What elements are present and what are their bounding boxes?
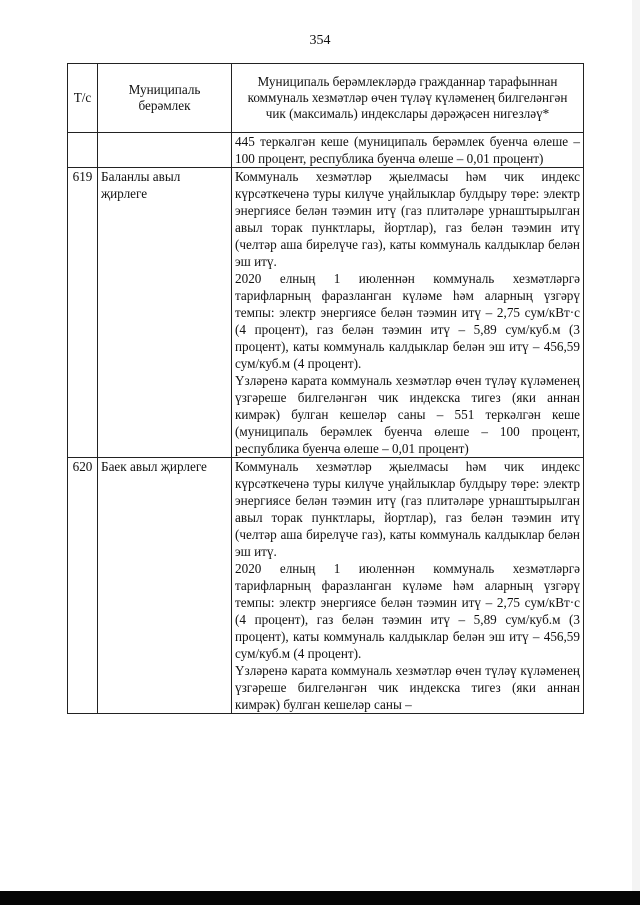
- description-paragraph: Коммуналь хезмәтләр җыелмасы һәм чик индекс күрсәткеченә туры килүче уңайлыклар булдыру төре: электр энергиясе белән тәэмин итү (газ плитәләре урнаштырылган авыл торак пунктлары, йортлар), газ белән тәэмин итү (челтәр аша бирелүче газ), каты коммуналь калдыклар белән эш итү.: [235, 459, 580, 559]
- description-paragraph: Үзләренә карата коммуналь хезмәтләр өчен түләү күләменең үзгәреше билгеләнгән чик индекска тигез (яки аннан кимрәк) булган кешеләр саны –: [235, 663, 580, 712]
- table-row-619: [68, 168, 584, 458]
- description-paragraph: 445 теркәлгән кеше (муниципаль берәмлек буенча өлеше – 100 процент, республика буенча өлеше – 0,01 процент): [235, 134, 580, 166]
- scan-bottom-border: [0, 891, 640, 905]
- row-municipality: Баланлы авыл җирлеге: [98, 168, 232, 458]
- description-paragraph: 2020 елның 1 июленнән коммуналь хезмәтләргә тарифларның фаразланган күләме һәм аларның үзгәрү темпы: электр энергиясе белән тәэмин итү – 2,75 сум/кВт·с (4 процент), газ белән тәэмин итү – 5,89 сум/куб.м (3 процент), каты коммуналь калдыклар белән эш итү – 456,59 сум/куб.м (4 процент).: [235, 561, 580, 661]
- row-municipality: Баек авыл җирлеге: [98, 458, 232, 714]
- description-paragraph: Коммуналь хезмәтләр җыелмасы һәм чик индекс күрсәткеченә туры килүче уңайлыклар булдыру төре: электр энергиясе белән тәэмин итү (газ плитәләре урнаштырылган авыл торак пунктлары, йортлар), газ белән тәэмин итү (челтәр аша бирелүче газ), каты коммуналь калдыклар белән эш итү.: [235, 169, 580, 269]
- page-number: 354: [309, 33, 331, 48]
- tariff-index-table: [67, 63, 584, 714]
- row-description: [232, 133, 584, 168]
- header-municipality: Муниципаль берәмлек: [98, 64, 232, 133]
- table-row-620: [68, 458, 584, 714]
- table-header-row: [68, 64, 584, 133]
- description-paragraph: Үзләренә карата коммуналь хезмәтләр өчен түләү күләменең үзгәреше билгеләнгән чик индекска тигез (яки аннан кимрәк) булган кешеләр саны – 551 теркәлгән кеше (муниципаль берәмлек буенча өлеше – 100 процент, республика буенча өлеше – 0,01 процент): [235, 373, 580, 456]
- row-num: [68, 133, 98, 168]
- row-description: [232, 168, 584, 458]
- header-num: Т/с: [68, 64, 98, 133]
- description-paragraph: 2020 елның 1 июленнән коммуналь хезмәтләргә тарифларның фаразланган күләме һәм аларның үзгәрү темпы: электр энергиясе белән тәэмин итү – 2,75 сум/кВт·с (4 процент), газ белән тәэмин итү – 5,89 сум/куб.м (3 процент), каты коммуналь калдыклар белән эш итү – 456,59 сум/куб.м (4 процент).: [235, 271, 580, 371]
- scan-edge-shadow: [632, 0, 640, 891]
- row-num: 620: [68, 458, 98, 714]
- row-num: 619: [68, 168, 98, 458]
- header-description: Муниципаль берәмлекләрдә гражданнар тарафыннан коммуналь хезмәтләр өчен түләү күләменең билгеләнгән чик (максималь) индекслары дәрәҗәсен нигезләү*: [232, 64, 584, 133]
- row-municipality: [98, 133, 232, 168]
- row-description: [232, 458, 584, 714]
- table-row-continuation: [68, 133, 584, 168]
